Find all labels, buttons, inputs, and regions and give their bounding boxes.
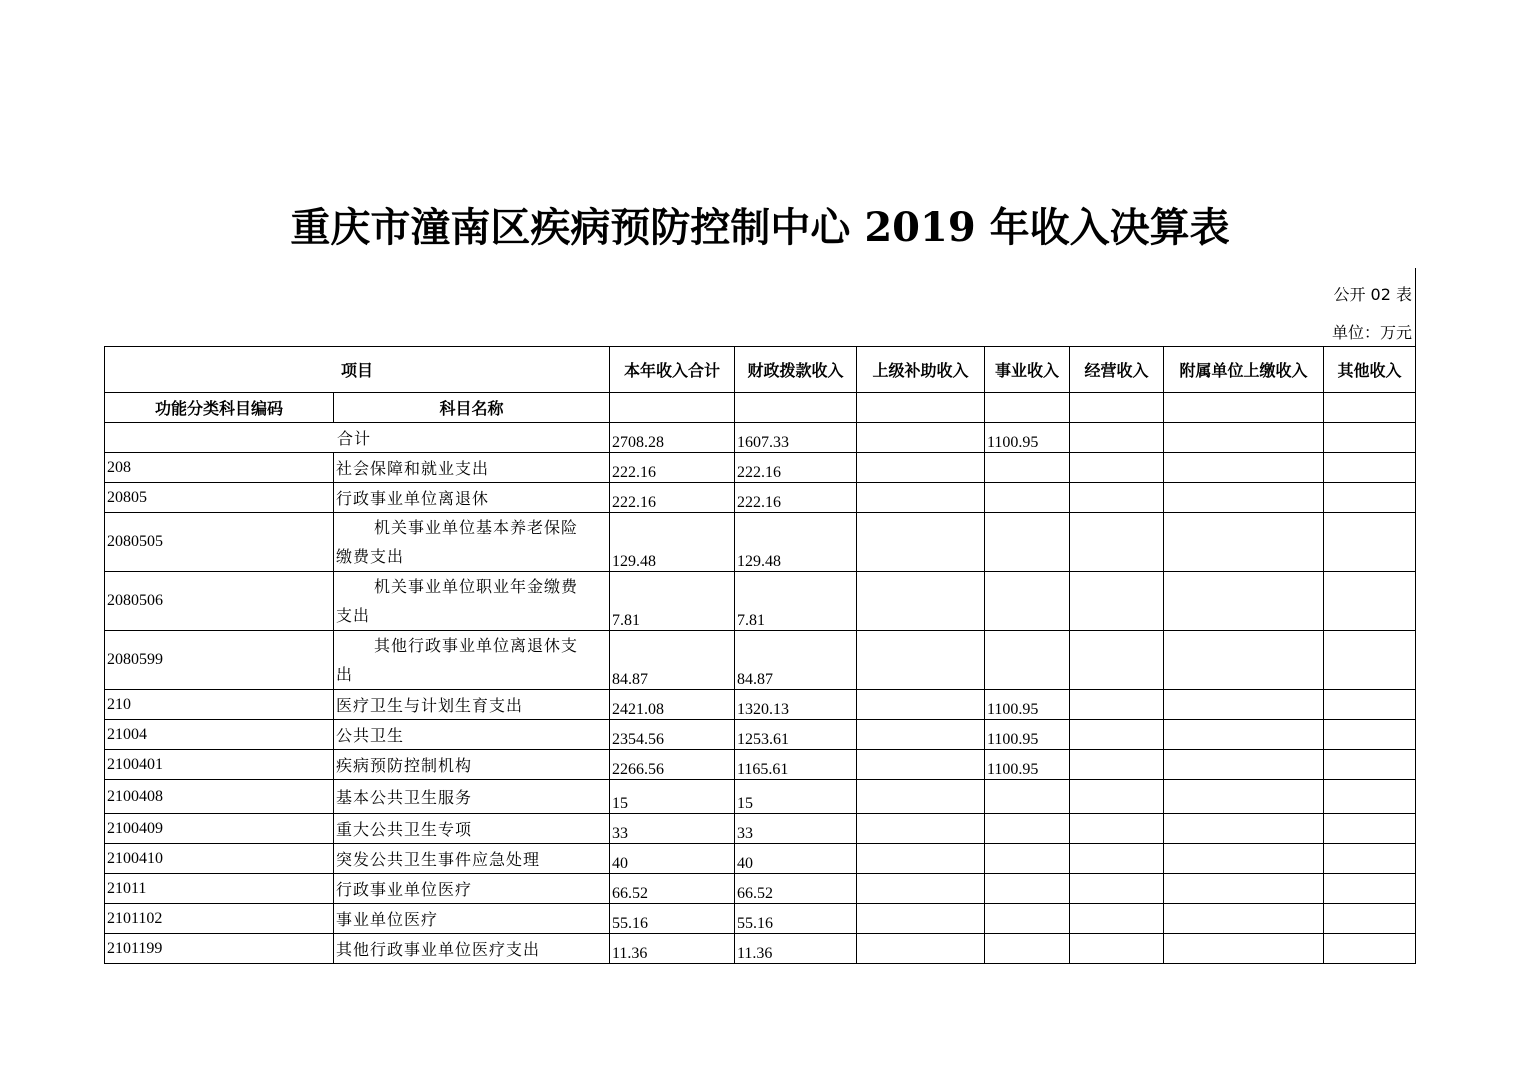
total-label: 合计 [105, 423, 610, 453]
row-code: 2080599 [105, 631, 334, 690]
total-total: 2708.28 [610, 423, 735, 453]
row-name-line2: 支出 [336, 606, 371, 625]
header-project: 项目 [105, 347, 610, 393]
row-business [985, 934, 1070, 964]
table-row [105, 513, 1416, 572]
total-fiscal: 1607.33 [735, 423, 857, 453]
row-fiscal: 84.87 [735, 631, 857, 690]
row-code: 2100410 [105, 844, 334, 874]
row-total: 66.52 [610, 874, 735, 904]
row-business [985, 572, 1070, 631]
row-total: 2421.08 [610, 690, 735, 720]
row-fiscal: 33 [735, 814, 857, 844]
row-code: 2080506 [105, 572, 334, 631]
header-total: 本年收入合计 [610, 347, 735, 393]
row-name [334, 572, 610, 631]
row-code: 21004 [105, 720, 334, 750]
header-row-2 [105, 393, 1416, 423]
table-row [105, 780, 1416, 814]
header-operating: 经营收入 [1070, 347, 1164, 393]
row-fiscal: 222.16 [735, 483, 857, 513]
row-name [334, 513, 610, 572]
row-code: 210 [105, 690, 334, 720]
row-code: 2080505 [105, 513, 334, 572]
row-name: 社会保障和就业支出 [334, 453, 610, 483]
row-code: 2101199 [105, 934, 334, 964]
row-total: 11.36 [610, 934, 735, 964]
row-name [334, 631, 610, 690]
header-business: 事业收入 [985, 347, 1070, 393]
row-code: 2100408 [105, 780, 334, 814]
table-row [105, 631, 1416, 690]
row-business [985, 844, 1070, 874]
row-name: 重大公共卫生专项 [334, 814, 610, 844]
header-other: 其他收入 [1324, 347, 1416, 393]
table-row [105, 690, 1416, 720]
total-operating [1070, 423, 1164, 453]
row-fiscal: 1320.13 [735, 690, 857, 720]
total-row [105, 423, 1416, 453]
row-total: 222.16 [610, 453, 735, 483]
header-affiliated: 附属单位上缴收入 [1164, 347, 1324, 393]
header-name: 科目名称 [334, 393, 610, 423]
row-code: 2101102 [105, 904, 334, 934]
row-total: 2354.56 [610, 720, 735, 750]
meta-divider [1415, 268, 1416, 346]
header-row-1 [105, 347, 1416, 393]
total-other [1324, 423, 1416, 453]
row-total: 2266.56 [610, 750, 735, 780]
total-affiliated [1164, 423, 1324, 453]
row-fiscal: 11.36 [735, 934, 857, 964]
row-fiscal: 7.81 [735, 572, 857, 631]
row-name: 事业单位医疗 [334, 904, 610, 934]
row-total: 15 [610, 780, 735, 814]
row-total: 129.48 [610, 513, 735, 572]
table-row [105, 874, 1416, 904]
row-business [985, 513, 1070, 572]
row-fiscal: 222.16 [735, 453, 857, 483]
header-fiscal: 财政拨款收入 [735, 347, 857, 393]
table-row [105, 904, 1416, 934]
row-business [985, 483, 1070, 513]
table-row [105, 720, 1416, 750]
total-business: 1100.95 [985, 423, 1070, 453]
row-total: 55.16 [610, 904, 735, 934]
row-name-line1: 机关事业单位职业年金缴费 [374, 577, 579, 596]
row-fiscal: 129.48 [735, 513, 857, 572]
row-name: 医疗卫生与计划生育支出 [334, 690, 610, 720]
row-total: 222.16 [610, 483, 735, 513]
row-name: 疾病预防控制机构 [334, 750, 610, 780]
unit-label: 单位：万元 [1331, 323, 1412, 342]
form-number: 公开 02 表 [1333, 285, 1412, 304]
row-business [985, 631, 1070, 690]
row-business [985, 904, 1070, 934]
row-name: 行政事业单位医疗 [334, 874, 610, 904]
row-name-line1: 机关事业单位基本养老保险 [374, 518, 579, 537]
row-name: 突发公共卫生事件应急处理 [334, 844, 610, 874]
page-title: 重庆市潼南区疾病预防控制中心 2019 年收入决算表 [290, 204, 1230, 251]
row-business [985, 780, 1070, 814]
row-fiscal: 55.16 [735, 904, 857, 934]
row-business: 1100.95 [985, 720, 1070, 750]
row-code: 208 [105, 453, 334, 483]
total-superior [857, 423, 985, 453]
row-code: 2100409 [105, 814, 334, 844]
row-name-line1: 其他行政事业单位离退休支 [374, 636, 579, 655]
row-business [985, 814, 1070, 844]
table-row [105, 483, 1416, 513]
row-name: 其他行政事业单位医疗支出 [334, 934, 610, 964]
row-name: 公共卫生 [334, 720, 610, 750]
header-superior: 上级补助收入 [857, 347, 985, 393]
row-business: 1100.95 [985, 690, 1070, 720]
table-row [105, 572, 1416, 631]
table-row [105, 934, 1416, 964]
table-row [105, 844, 1416, 874]
row-name-line2: 出 [336, 665, 354, 684]
income-table [104, 346, 1416, 964]
row-fiscal: 1253.61 [735, 720, 857, 750]
row-business [985, 874, 1070, 904]
row-fiscal: 40 [735, 844, 857, 874]
row-total: 7.81 [610, 572, 735, 631]
row-name: 基本公共卫生服务 [334, 780, 610, 814]
row-business: 1100.95 [985, 750, 1070, 780]
row-code: 21011 [105, 874, 334, 904]
row-name-line2: 缴费支出 [336, 547, 405, 566]
row-fiscal: 15 [735, 780, 857, 814]
row-code: 20805 [105, 483, 334, 513]
row-total: 40 [610, 844, 735, 874]
table-row [105, 814, 1416, 844]
row-total: 84.87 [610, 631, 735, 690]
row-name: 行政事业单位离退休 [334, 483, 610, 513]
row-code: 2100401 [105, 750, 334, 780]
table-row [105, 453, 1416, 483]
row-fiscal: 66.52 [735, 874, 857, 904]
row-fiscal: 1165.61 [735, 750, 857, 780]
table-row [105, 750, 1416, 780]
row-business [985, 453, 1070, 483]
header-code: 功能分类科目编码 [105, 393, 334, 423]
row-total: 33 [610, 814, 735, 844]
